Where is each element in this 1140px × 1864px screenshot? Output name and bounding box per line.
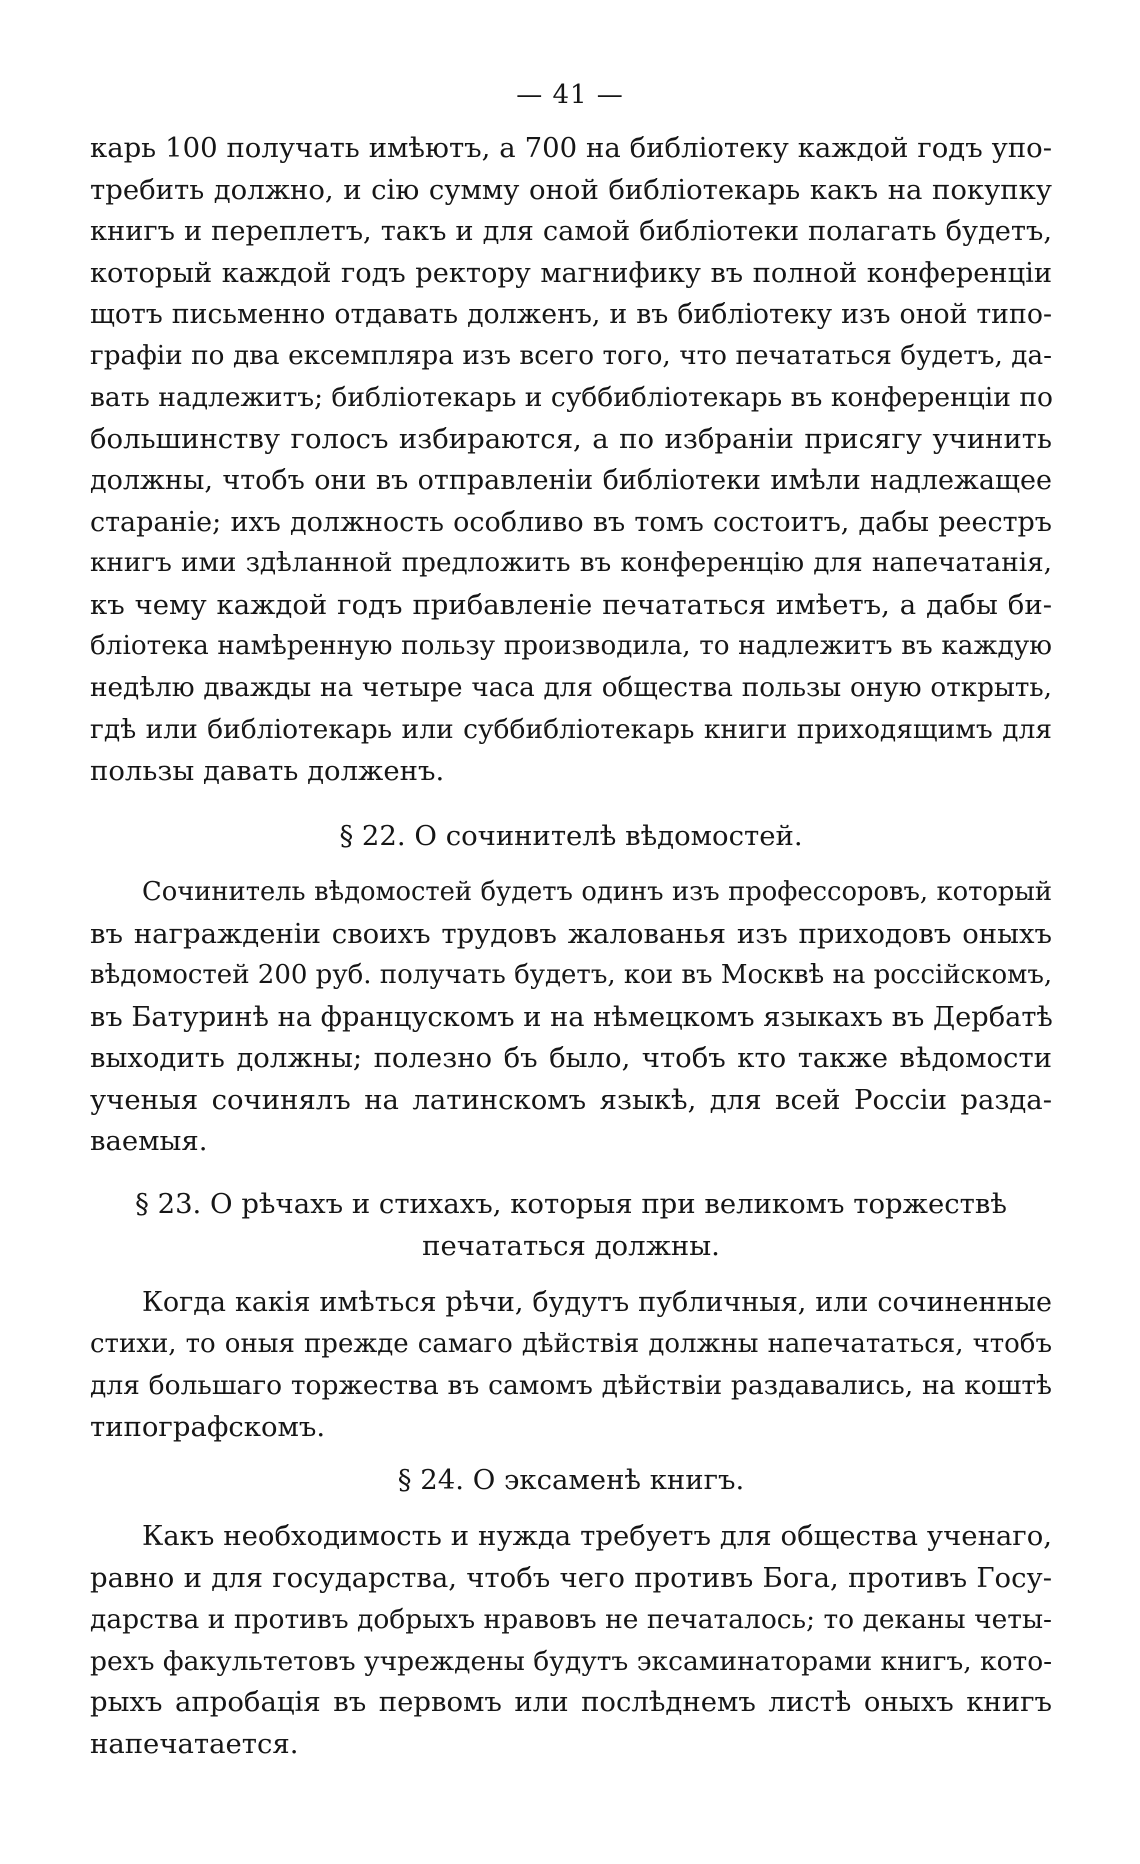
text-line: для большаго торжества въ самомъ дѣйствіи раздавались, на коштѣ — [90, 1370, 1052, 1401]
text-line: напечатается. — [90, 1727, 299, 1760]
heading-text: § 23. О рѣчахъ и стихахъ, которыя при великомъ торжествѣ — [135, 1188, 1007, 1220]
text-line: ваемыя. — [90, 1125, 208, 1157]
paragraph-gazette-writer — [90, 872, 1052, 1163]
text-line: который каждой годъ ректору магнифику въ полной конференціи — [90, 257, 1052, 289]
text-line: въ Батуринѣ на француcкомъ и на нѣмецкомъ языкахъ въ Дербатѣ — [90, 1001, 1053, 1033]
text-line: Сочинитель вѣдомостей будетъ одинъ изъ профессоровъ, который — [142, 877, 1052, 907]
text-line: вѣдомостей 200 руб. получать будетъ, кои въ Москвѣ на россійскомъ, — [90, 960, 1053, 990]
text-line: щотъ письменно отдавать долженъ, и въ библіотеку изъ оной типо- — [90, 299, 1052, 330]
text-line: въ награжденіи своихъ трудовъ жалованья изъ приходовъ оныхъ — [90, 917, 1052, 950]
section-heading-24 — [90, 1460, 1052, 1502]
text-line: карь 100 получать имѣютъ, а 700 на библіотеку каждой годъ упо- — [90, 132, 1052, 164]
text-line: равно и для государства, чтобъ чего противъ Бога, противъ Госу- — [90, 1561, 1052, 1594]
text-line: Когда какія имѣться рѣчи, будутъ публичныя, или сочиненные — [142, 1287, 1052, 1318]
text-line: стихи, то оныя прежде самаго дѣйствія должны напечататься, чтобъ — [90, 1328, 1052, 1359]
text-line: рыхъ апробація въ первомъ или послѣднемъ листѣ оныхъ книгъ — [90, 1686, 1052, 1718]
text-line: стараніе; ихъ должность особливо въ томъ состоитъ, дабы реестръ — [90, 506, 1052, 538]
text-line: дарства и противъ добрыхъ нравовъ не печаталось; то деканы четы- — [90, 1604, 1052, 1635]
text-line: большинству голосъ избираются, а по избраніи присягу учинить — [90, 422, 1052, 455]
text-line: требить должно, и сію сумму оной библіотекарь какъ на покупку — [90, 173, 1052, 206]
paragraph-speeches-verses — [90, 1282, 1052, 1448]
text-line: книгъ и переплетъ, такъ и для самой библіотеки полагать будетъ, — [90, 216, 1052, 247]
text-line: бліотека намѣренную пользу производила, то надлежитъ въ каждую — [90, 631, 1052, 661]
text-line: выходить должны; полезно бъ было, чтобъ кто также вѣдомости — [90, 1042, 1052, 1074]
paragraph-book-examination — [90, 1516, 1052, 1765]
page-number: — 41 — — [516, 80, 624, 110]
text-line: Какъ необходимость и нужда требуетъ для общества ученаго, — [142, 1520, 1052, 1552]
text-line: пользы давать долженъ. — [90, 754, 445, 787]
text-line: вать надлежитъ; библіотекарь и суббибліотекарь въ конференціи по — [90, 382, 1053, 413]
text-line: рехъ факультетовъ учреждены будутъ эксаминаторами книгъ, кото- — [90, 1645, 1053, 1677]
text-line: гдѣ или библіотекарь или суббибліотекарь книги приходящимъ для — [90, 714, 1052, 745]
paragraph-library — [90, 128, 1052, 792]
text-line: графіи по два ексемпляра изъ всего того, что печататься будетъ, да- — [90, 340, 1052, 371]
text-line: книгъ ими здѣланной предложить въ конференцію для напечатанія, — [90, 548, 1052, 578]
text-line: недѣлю дважды на четыре часа для общества пользы оную открыть, — [90, 672, 1052, 703]
heading-text: § 24. О эксаменѣ книгъ. — [397, 1464, 745, 1496]
text-line: ученыя сочинялъ на латинскомъ языкѣ, для всей Россіи разда- — [90, 1083, 1052, 1116]
text-line: къ чему каждой годъ прибавленіе печататься имѣетъ, а дабы би- — [90, 588, 1052, 621]
heading-text: печататься должны. — [422, 1229, 720, 1262]
text-line: должны, чтобъ они въ отправленіи библіотеки имѣли надлежащее — [90, 465, 1052, 496]
heading-text: § 22. О сочинителѣ вѣдомостей. — [339, 820, 803, 852]
section-heading-22 — [90, 816, 1052, 858]
section-heading-23 — [90, 1184, 1052, 1267]
text-line: типографскомъ. — [90, 1410, 326, 1443]
